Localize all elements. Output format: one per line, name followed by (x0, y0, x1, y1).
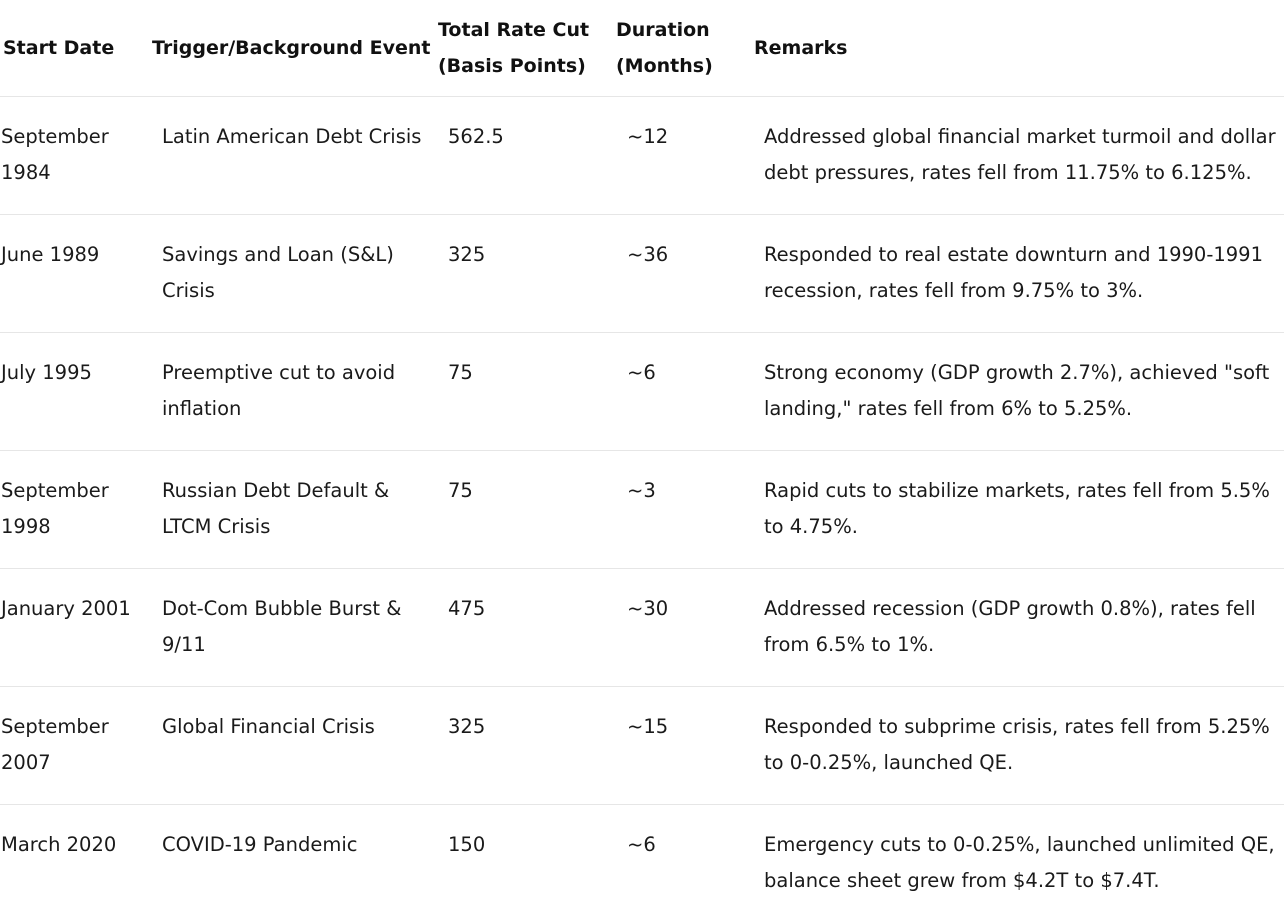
table-row (0, 215, 1284, 333)
rate-cut-cell: 75 (448, 479, 473, 502)
trigger-cell: Savings and Loan (S&L) Crisis (162, 243, 394, 302)
remarks-cell: Addressed recession (GDP growth 0.8%), rates fell from 6.5% to 1%. (764, 597, 1256, 656)
header-total-rate-cut-line1: Total Rate Cut (438, 19, 590, 41)
rate-cut-cell: 325 (448, 243, 486, 266)
duration-cell: ~15 (627, 715, 669, 738)
trigger-cell: Dot-Com Bubble Burst & 9/11 (162, 597, 402, 656)
header-remarks: Remarks (754, 37, 848, 59)
duration-cell: ~12 (627, 125, 669, 148)
header-total-rate-cut-line2: (Basis Points) (438, 55, 586, 77)
remarks-cell: Responded to real estate downturn and 1990-1991 recession, rates fell from 9.75% to 3%. (764, 243, 1263, 302)
trigger-cell: Latin American Debt Crisis (162, 125, 422, 148)
header-total-rate-cut (438, 12, 598, 84)
remarks-cell: Emergency cuts to 0-0.25%, launched unlimited QE, balance sheet grew from $4.2T to $7.4T. (764, 833, 1275, 892)
table-row (0, 687, 1284, 805)
rate-cut-cell: 325 (448, 715, 486, 738)
rate-cut-cell: 150 (448, 833, 486, 856)
table-row (0, 805, 1284, 922)
start-date-cell: January 2001 (1, 597, 131, 620)
duration-cell: ~36 (627, 243, 669, 266)
remarks-cell: Responded to subprime crisis, rates fell from 5.25% to 0-0.25%, launched QE. (764, 715, 1270, 774)
table-row (0, 451, 1284, 569)
table-row (0, 569, 1284, 687)
start-date-cell: September 1984 (1, 125, 109, 184)
start-date-cell: July 1995 (1, 361, 92, 384)
start-date-cell: March 2020 (1, 833, 117, 856)
header-trigger-event: Trigger/Background Event (152, 37, 431, 59)
remarks-cell: Addressed global financial market turmoil and dollar debt pressures, rates fell from 11.75% to 6.125%. (764, 125, 1276, 184)
duration-cell: ~6 (627, 833, 656, 856)
rate-cut-cell: 75 (448, 361, 473, 384)
header-duration-line1: Duration (616, 19, 710, 41)
header-duration (616, 12, 736, 84)
remarks-cell: Strong economy (GDP growth 2.7%), achieved "soft landing," rates fell from 6% to 5.25%. (764, 361, 1270, 420)
table-header-row (0, 0, 1284, 97)
remarks-cell: Rapid cuts to stabilize markets, rates fell from 5.5% to 4.75%. (764, 479, 1270, 538)
header-start-date: Start Date (3, 37, 115, 59)
start-date-cell: September 1998 (1, 479, 109, 538)
rate-cut-cell: 475 (448, 597, 486, 620)
rate-cut-cell: 562.5 (448, 125, 504, 148)
trigger-cell: Global Financial Crisis (162, 715, 375, 738)
start-date-cell: June 1989 (1, 243, 100, 266)
table-row (0, 97, 1284, 215)
trigger-cell: Preemptive cut to avoid inflation (162, 361, 396, 420)
start-date-cell: September 2007 (1, 715, 109, 774)
duration-cell: ~6 (627, 361, 656, 384)
table-row (0, 333, 1284, 451)
header-duration-line2: (Months) (616, 55, 713, 77)
duration-cell: ~3 (627, 479, 656, 502)
trigger-cell: COVID-19 Pandemic (162, 833, 358, 856)
duration-cell: ~30 (627, 597, 669, 620)
trigger-cell: Russian Debt Default & LTCM Crisis (162, 479, 390, 538)
